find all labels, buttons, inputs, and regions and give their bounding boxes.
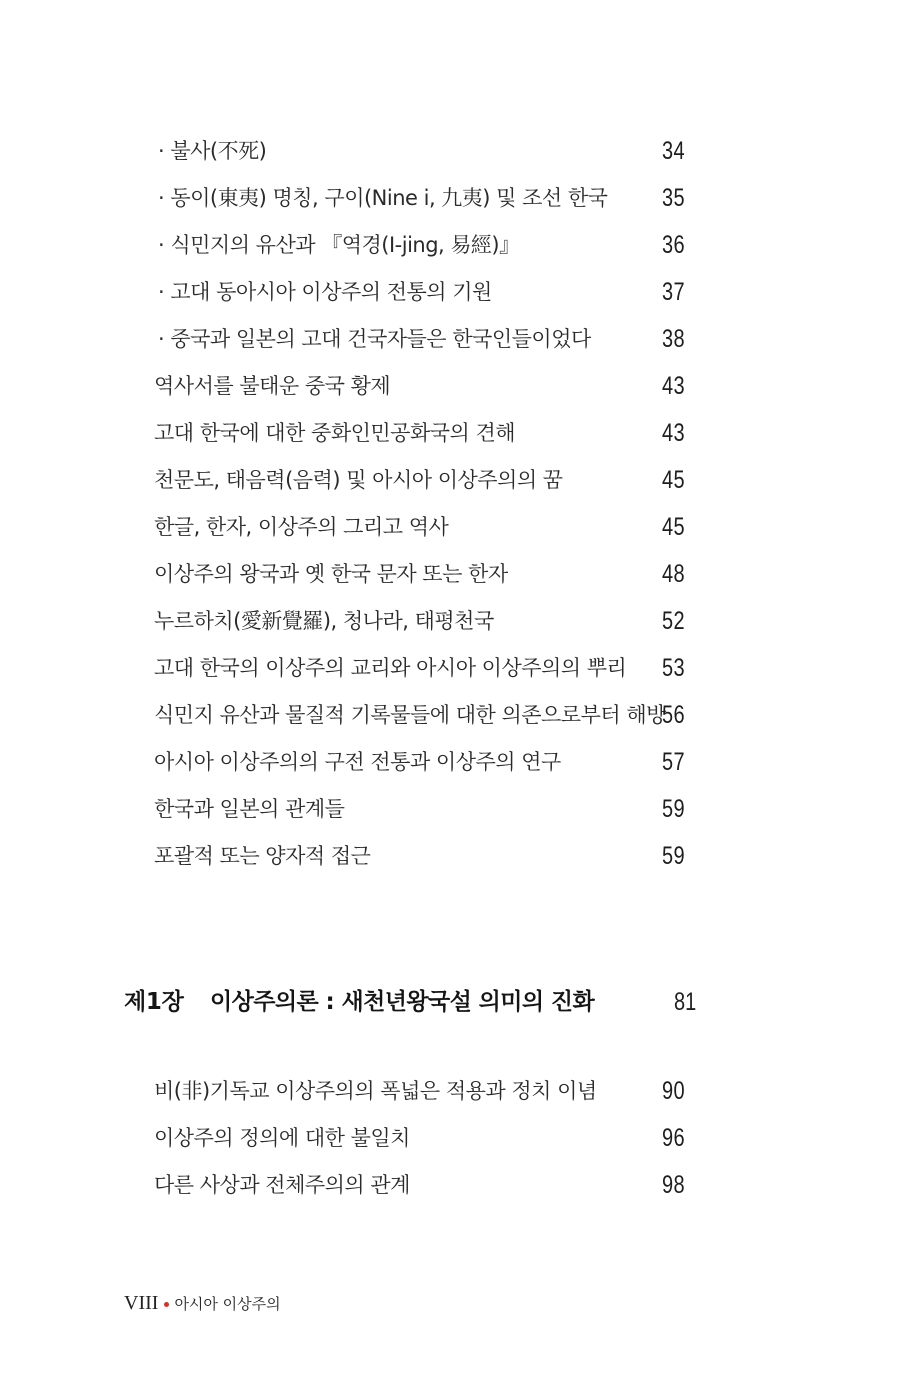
- toc-entry: [0, 319, 923, 359]
- bullet-dot-icon: [164, 1302, 169, 1307]
- toc-entry: [0, 836, 923, 876]
- toc-entry-title: 이상주의 왕국과 옛 한국 문자 또는 한자: [154, 562, 508, 586]
- toc-entry-title: 고대 한국에 대한 중화인민공화국의 견해: [154, 421, 516, 445]
- toc-entry: [0, 1071, 923, 1111]
- toc-entry-page: 53: [662, 654, 686, 682]
- book-title: 아시아 이상주의: [174, 1295, 281, 1313]
- toc-entry-title: · 고대 동아시아 이상주의 전통의 기원: [158, 280, 492, 304]
- toc-entry-title: 식민지 유산과 물질적 기록물들에 대한 의존으로부터 해방: [154, 703, 666, 727]
- chapter-page: 81: [674, 988, 697, 1016]
- toc-entry: [0, 178, 923, 218]
- toc-entry: [0, 507, 923, 547]
- toc-entry: [0, 413, 923, 453]
- toc-entry-page: 38: [662, 325, 686, 353]
- toc-entry-page: 35: [662, 184, 686, 212]
- toc-entry: [0, 131, 923, 171]
- toc-entry-page: 96: [662, 1124, 686, 1152]
- toc-entry-page: 43: [662, 372, 686, 400]
- toc-entry-title: · 불사(不死): [158, 139, 267, 163]
- toc-entry: [0, 695, 923, 735]
- chapter-label: 제1장: [124, 989, 184, 1015]
- toc-entry-page: 52: [662, 607, 686, 635]
- toc-entry-page: 43: [662, 419, 686, 447]
- toc-entry-title: · 식민지의 유산과 『역경(I-jing, 易經)』: [158, 233, 520, 257]
- toc-entry-title: 역사서를 불태운 중국 황제: [154, 374, 391, 398]
- toc-entry-title: 이상주의 정의에 대한 불일치: [154, 1126, 410, 1150]
- toc-entry: [0, 1118, 923, 1158]
- toc-entry-title: · 동이(東夷) 명칭, 구이(Nine i, 九夷) 및 조선 한국: [158, 186, 608, 210]
- toc-entry: [0, 554, 923, 594]
- toc-entry-title: 비(非)기독교 이상주의의 폭넓은 적용과 정치 이념: [154, 1079, 597, 1103]
- toc-entry-page: 45: [662, 513, 686, 541]
- toc-entry-title: 천문도, 태음력(음력) 및 아시아 이상주의의 꿈: [154, 468, 563, 492]
- toc-entry-title: 포괄적 또는 양자적 접근: [154, 844, 371, 868]
- toc-entry: [0, 742, 923, 782]
- page-footer: [124, 1290, 281, 1316]
- toc-entry-page: 57: [662, 748, 686, 776]
- toc-entry: [0, 460, 923, 500]
- toc-entry: [0, 225, 923, 265]
- page-number: VIII: [124, 1292, 159, 1314]
- chapter-heading: [0, 980, 923, 1024]
- toc-entry-page: 37: [662, 278, 686, 306]
- toc-entry-page: 36: [662, 231, 686, 259]
- toc-entry-page: 45: [662, 466, 686, 494]
- toc-entry-page: 48: [662, 560, 686, 588]
- toc-entry-page: 59: [662, 795, 686, 823]
- toc-entry-title: · 중국과 일본의 고대 건국자들은 한국인들이었다: [158, 327, 591, 351]
- toc-entry-page: 59: [662, 842, 686, 870]
- toc-entry: [0, 366, 923, 406]
- toc-entry: [0, 272, 923, 312]
- toc-entry-title: 다른 사상과 전체주의의 관계: [154, 1173, 410, 1197]
- toc-entry-page: 90: [662, 1077, 686, 1105]
- toc-entry-title: 아시아 이상주의의 구전 전통과 이상주의 연구: [154, 750, 561, 774]
- toc-entry: [0, 789, 923, 829]
- toc-entry-page: 34: [662, 137, 686, 165]
- toc-entry-title: 한글, 한자, 이상주의 그리고 역사: [154, 515, 449, 539]
- toc-entry: [0, 1165, 923, 1205]
- toc-entry: [0, 648, 923, 688]
- chapter-title: 이상주의론 : 새천년왕국설 의미의 진화: [210, 989, 595, 1015]
- toc-entry-title: 고대 한국의 이상주의 교리와 아시아 이상주의의 뿌리: [154, 656, 627, 680]
- toc-entry: [0, 601, 923, 641]
- toc-entry-page: 56: [662, 701, 686, 729]
- toc-entry-page: 98: [662, 1171, 686, 1199]
- toc-entry-title: 한국과 일본의 관계들: [154, 797, 345, 821]
- toc-entry-title: 누르하치(愛新覺羅), 청나라, 태평천국: [154, 609, 494, 633]
